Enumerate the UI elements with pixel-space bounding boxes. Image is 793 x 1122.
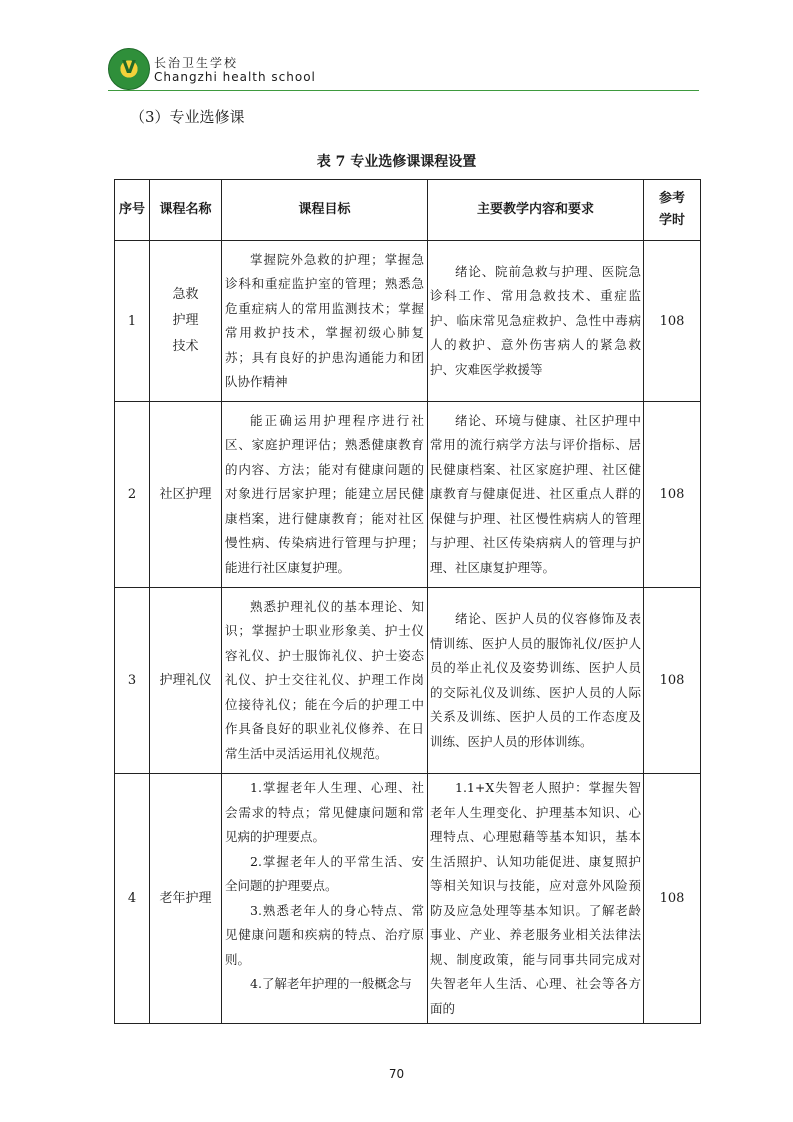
course-name-line: 护理	[172, 313, 199, 328]
page-number: 70	[388, 1067, 405, 1081]
row-num: 4	[115, 774, 150, 1024]
header-num: 序号	[115, 180, 150, 241]
row-hours: 108	[644, 774, 701, 1024]
row-course-content	[428, 588, 644, 774]
course-name-line: 技术	[172, 339, 199, 354]
table-row	[115, 402, 701, 588]
row-hours: 108	[644, 402, 701, 588]
course-goal-paragraph: 掌握院外急救的护理；掌握急诊科和重症监护室的管理；熟悉急危重症病人的常用监测技术；掌握常用救护技术，掌握初级心肺复苏；具有良好的护患沟通能力和团队协作精神	[225, 251, 424, 389]
row-num: 1	[115, 241, 150, 402]
course-content-paragraph: 绪论、环境与健康、社区护理中常用的流行病学方法与评价指标、居民健康档案、社区家庭护理、社区健康教育与健康促进、社区重点人群的保健与护理、社区慢性病病人的管理与护理、社区传染病病人的管理与护理、社区康复护理等。	[430, 412, 641, 575]
course-goal-paragraph: 能正确运用护理程序进行社区、家庭护理评估；熟悉健康教育的内容、方法；能对有健康问题的对象进行居家护理；能建立居民健康档案，进行健康教育；能对社区慢性病、传染病进行管理与护理；能进行社区康复护理。	[225, 412, 424, 575]
header-hours-line2: 学时	[658, 213, 685, 228]
header-course-goal: 课程目标	[222, 180, 428, 241]
row-course-name	[150, 774, 222, 1024]
row-hours: 108	[644, 241, 701, 402]
header-hours	[644, 180, 701, 241]
table-caption: 表 7 专业选修课课程设置	[316, 154, 477, 170]
row-hours: 108	[644, 588, 701, 774]
school-name-cn: 长治卫生学校	[154, 56, 239, 70]
row-course-content	[428, 241, 644, 402]
course-content-paragraph: 绪论、医护人员的仪容修饰及表情训练、医护人员的服饰礼仪/医护人员的举止礼仪及姿势训练、医护人员的交际礼仪及训练、医护人员的人际关系及训练、医护人员的工作态度及训练、医护人员的形体训练。	[430, 611, 641, 749]
row-course-goal	[222, 402, 428, 588]
course-content-paragraph: 1.1+X失智老人照护：掌握失智老年人生理变化、护理基本知识、心理特点、心理慰藉等基本知识，基本生活照护、认知功能促进、康复照护等相关知识与技能，应对意外风险预防及应急处理等基本知识。了解老龄事业、产业、养老服务业相关法律法规、制度政策，能与同事共同完成对失智老年人生活、心理、社会等各方面的	[430, 780, 641, 1016]
table-header-row	[115, 180, 701, 241]
section-heading: （3）专业选修课	[130, 108, 245, 126]
row-course-name	[150, 402, 222, 588]
course-name-line: 社区护理	[159, 486, 212, 502]
row-course-content	[428, 774, 644, 1024]
course-goal-paragraph: 2.掌握老年人的平常生活、安全问题的护理要点。	[225, 853, 424, 893]
header-divider	[108, 90, 699, 91]
row-course-name	[150, 241, 222, 402]
school-name-en: Changzhi health school	[154, 70, 316, 84]
school-logo-icon	[108, 48, 150, 90]
row-num: 2	[115, 402, 150, 588]
header-hours-line1: 参考	[658, 191, 685, 206]
course-goal-paragraph: 4.了解老年护理的一般概念与	[250, 976, 412, 991]
elective-course-table	[114, 179, 701, 1024]
row-course-goal	[222, 774, 428, 1024]
page-header	[108, 48, 698, 92]
row-num: 3	[115, 588, 150, 774]
course-content-paragraph: 绪论、院前急救与护理、医院急诊科工作、常用急救技术、重症监护、临床常见急症救护、急性中毒病人的救护、意外伤害病人的紧急救护、灾难医学救援等	[430, 263, 641, 377]
row-course-goal	[222, 241, 428, 402]
table-row	[115, 774, 701, 1024]
course-goal-paragraph: 3.熟悉老年人的身心特点、常见健康问题和疾病的特点、治疗原则。	[225, 902, 424, 967]
course-goal-paragraph: 1.掌握老年人生理、心理、社会需求的特点；常见健康问题和常见病的护理要点。	[225, 780, 424, 844]
table-row	[115, 588, 701, 774]
course-goal-paragraph: 熟悉护理礼仪的基本理论、知识；掌握护士职业形象美、护士仪容礼仪、护士服饰礼仪、护士姿态礼仪、护士交往礼仪、护理工作岗位接待礼仪；能在今后的护理工中作具备良好的职业礼仪修养、在日常生活中灵活运用礼仪规范。	[225, 598, 424, 761]
course-name-line: 护理礼仪	[159, 672, 212, 688]
course-name-line: 老年护理	[159, 890, 212, 906]
table-row	[115, 241, 701, 402]
header-course-name: 课程名称	[150, 180, 222, 241]
row-course-content	[428, 402, 644, 588]
header-course-content: 主要教学内容和要求	[428, 180, 644, 241]
row-course-goal	[222, 588, 428, 774]
row-course-name	[150, 588, 222, 774]
course-name-line: 急救	[172, 287, 199, 302]
